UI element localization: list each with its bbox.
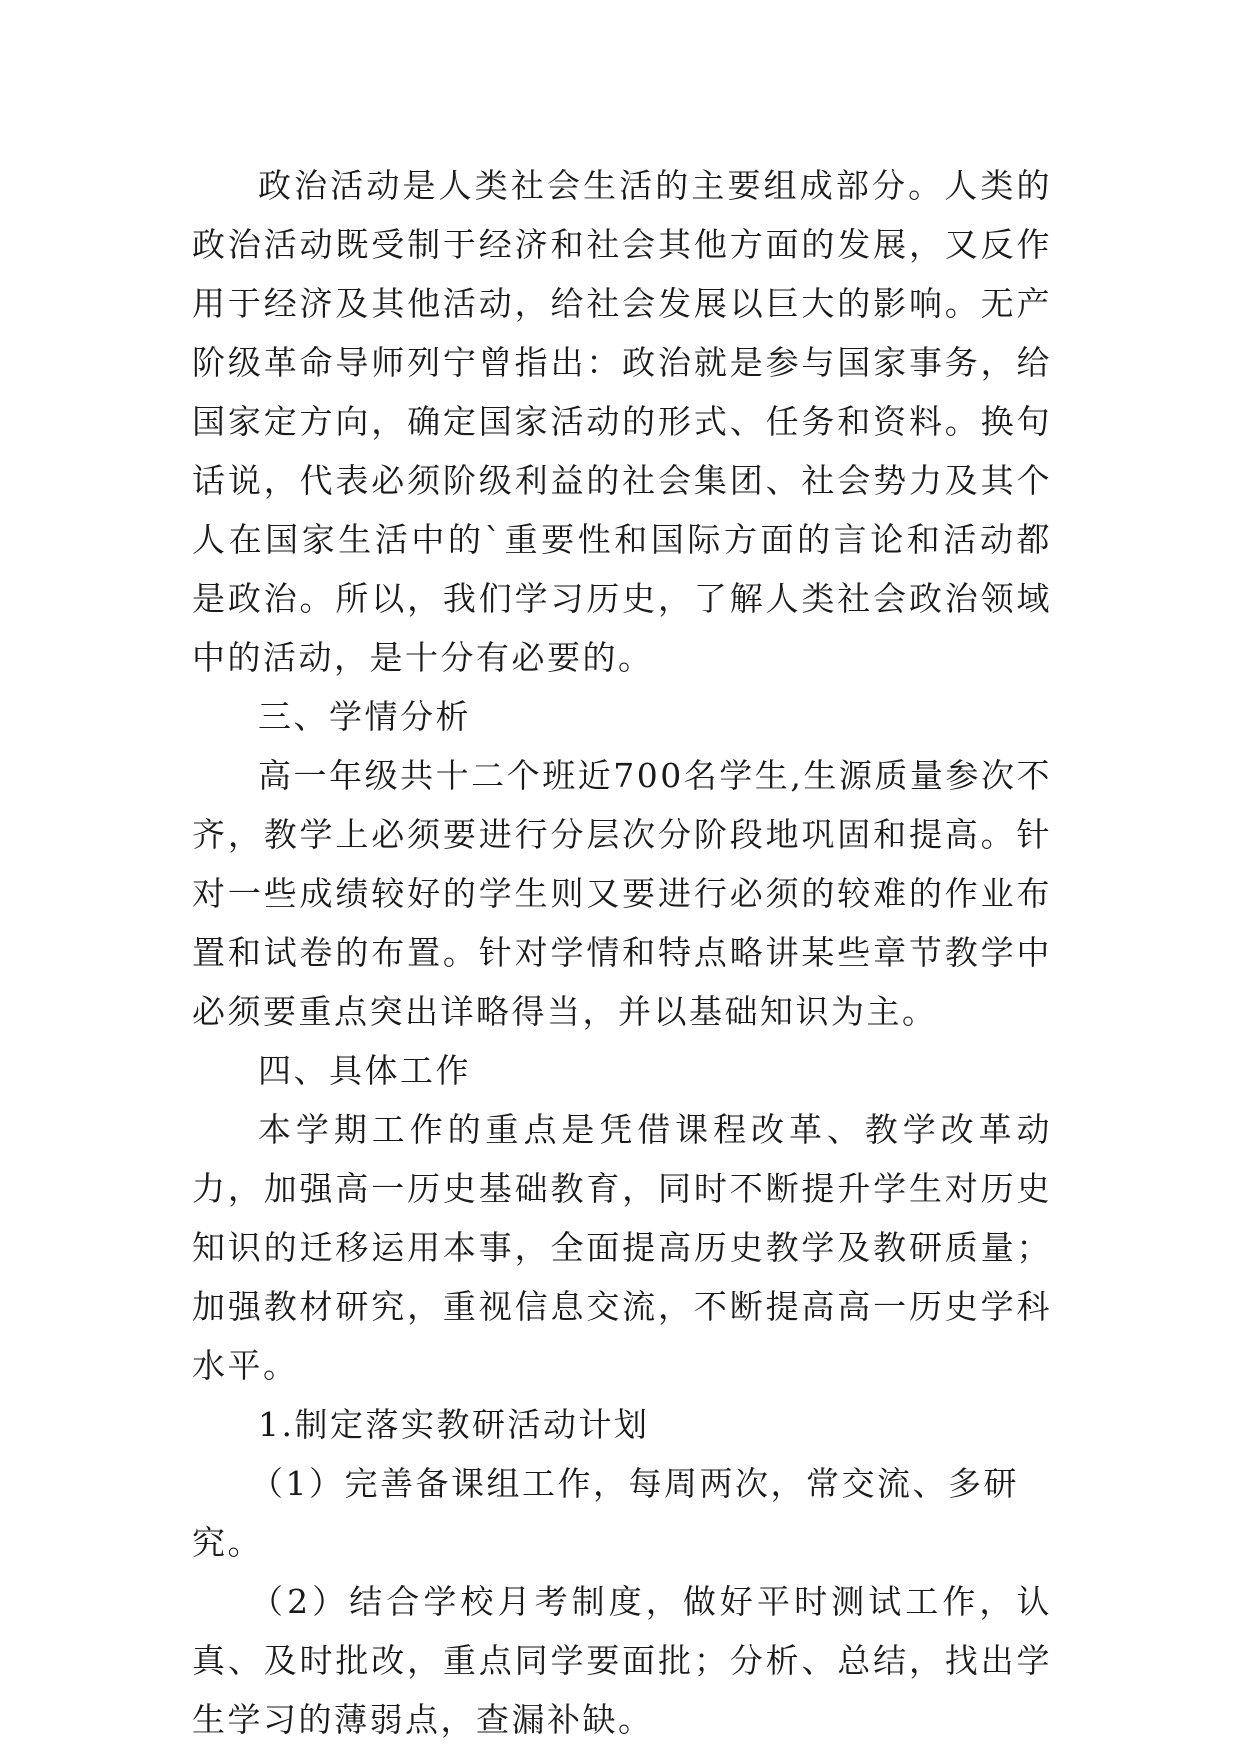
paragraph-specific-work: 本学期工作的重点是凭借课程改革、教学改革动力，加强高一历史基础教育，同时不断提升学生对历史知识的迁移运用本事，全面提高历史教学及教研质量；加强教材研究，重视信息交流，不断提高高一历史学科水平。 [192, 1110, 1052, 1385]
subheading-research-plan: 1.制定落实教研活动计划 [258, 1405, 650, 1444]
section-heading-student-analysis: 三、学情分析 [258, 697, 471, 736]
list-item-lesson-group: （1）完善备课组工作，每周两次，常交流、多研究。 [192, 1464, 1019, 1562]
list-item-monthly-test: （2）结合学校月考制度，做好平时测试工作，认真、及时批改，重点同学要面批；分析、总结，找出学生学习的薄弱点，查漏补缺。 [192, 1582, 1052, 1739]
paragraph-student-analysis: 高一年级共十二个班近700名学生,生源质量参次不齐，教学上必须要进行分层次分阶段地巩固和提高。针对一些成绩较好的学生则又要进行必须的较难的作业布置和试卷的布置。针对学情和特点略讲某些章节教学中必须要重点突出详略得当，并以基础知识为主。 [192, 756, 1052, 1031]
paragraph-politics: 政治活动是人类社会生活的主要组成部分。人类的政治活动既受制于经济和社会其他方面的发展，又反作用于经济及其他活动，给社会发展以巨大的影响。无产阶级革命导师列宁曾指出：政治就是参与国家事务，给国家定方向，确定国家活动的形式、任务和资料。换句话说，代表必须阶级利益的社会集团、社会势力及其个人在国家生活中的`重要性和国际方面的言论和活动都是政治。所以，我们学习历史，了解人类社会政治领域中的活动，是十分有必要的。 [192, 166, 1052, 677]
section-heading-specific-work: 四、具体工作 [258, 1051, 471, 1090]
document-page [192, 156, 1052, 1749]
